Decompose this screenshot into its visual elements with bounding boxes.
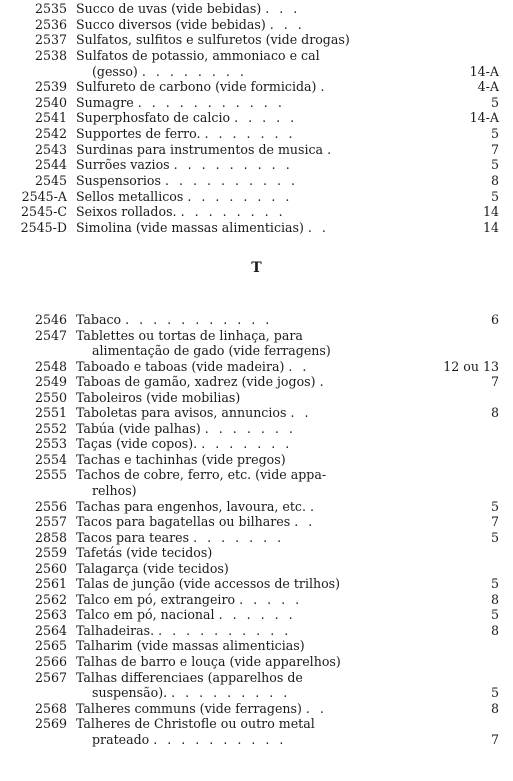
entry-row <box>0 312 513 328</box>
entry-description <box>76 421 416 437</box>
entry-row <box>0 467 513 483</box>
entry-text: Talhas differenciaes (apparelhos de <box>76 669 303 685</box>
entry-text: Talheres de Christofle ou outro metal <box>76 716 315 732</box>
entry-row <box>0 514 513 530</box>
entry-text: Talco em pó, extrangeiro <box>76 591 236 607</box>
leader-dots: . . <box>307 219 329 235</box>
entry-row <box>0 204 513 220</box>
entry-description <box>76 312 416 328</box>
entry-reference: 8 <box>490 622 499 638</box>
entry-text: alimentação de gado (vide ferragens) <box>92 343 331 359</box>
entry-text: Tabúa (vide palhas) <box>76 420 201 436</box>
entry-text: (gesso) <box>92 63 138 79</box>
entry-row <box>0 328 513 344</box>
entry-reference: 8 <box>490 173 499 189</box>
entry-row <box>0 390 513 406</box>
entry-row <box>0 343 513 359</box>
entry-reference: 5 <box>490 685 499 701</box>
entry-row <box>0 701 513 717</box>
entry-description <box>76 514 416 530</box>
entry-reference: 7 <box>490 514 499 530</box>
entry-row <box>0 405 513 421</box>
entry-row <box>0 126 513 142</box>
entry-number: 2560 <box>34 560 67 576</box>
entry-text: Taboado e taboas (vide madeira) <box>76 358 285 374</box>
entry-row <box>0 592 513 608</box>
entry-reference: 5 <box>490 529 499 545</box>
entry-reference: 8 <box>490 591 499 607</box>
entry-row <box>0 173 513 189</box>
entry-row <box>0 576 513 592</box>
entry-text: Talco em pó, nacional <box>76 607 215 623</box>
entry-row <box>0 436 513 452</box>
entry-number: 2556 <box>34 498 67 514</box>
entry-description <box>76 545 416 561</box>
entry-description <box>76 576 416 592</box>
entry-text: Talhas de barro e louça (vide apparelhos) <box>76 654 341 670</box>
leader-dots: . . <box>290 405 312 421</box>
entry-description <box>76 359 416 375</box>
entry-text: Sulfureto de carbono (vide formicida) <box>76 79 317 95</box>
entry-number: 2545-C <box>21 204 67 220</box>
entry-reference: 6 <box>490 312 499 327</box>
entry-number: 2858 <box>34 529 67 545</box>
entry-text: Seixos rollados. <box>76 204 177 220</box>
leader-dots: . . . <box>265 1 301 16</box>
entry-number: 2550 <box>34 389 67 405</box>
entry-number: 2551 <box>34 405 67 421</box>
entry-description <box>76 204 416 220</box>
entry-list-s <box>0 1 513 236</box>
entry-row <box>0 157 513 173</box>
leader-dots: . <box>327 141 335 157</box>
entry-reference: 14 <box>482 219 499 235</box>
entry-description <box>76 638 416 654</box>
entry-number: 2566 <box>34 654 67 670</box>
entry-reference: 8 <box>490 405 499 421</box>
entry-text: Sulfatos de potassio, ammoniaco e cal <box>76 47 320 63</box>
entry-number: 2549 <box>34 374 67 390</box>
entry-description <box>76 499 416 515</box>
entry-reference: 7 <box>490 374 499 390</box>
entry-text: Sellos metallicos <box>76 188 184 204</box>
entry-description <box>76 48 416 64</box>
entry-description <box>76 173 416 189</box>
entry-text: Suspensorios <box>76 173 161 189</box>
entry-text: suspensão). <box>92 685 168 701</box>
entry-reference: 5 <box>490 94 499 110</box>
entry-reference: 5 <box>490 126 499 142</box>
entry-reference: 8 <box>490 700 499 716</box>
leader-dots: . . . <box>269 16 305 32</box>
entry-row <box>0 421 513 437</box>
leader-dots: . . . . . . . <box>204 420 296 436</box>
entry-reference: 4-A <box>477 79 499 95</box>
leader-dots: . . . . . . . . <box>141 63 247 79</box>
leader-dots: . . . . . . . <box>204 126 296 142</box>
leader-dots: . . . . . . . . . . <box>164 173 299 189</box>
leader-dots: . . . . . <box>234 110 298 126</box>
leader-dots: . . . . . . . . . . <box>158 622 292 638</box>
entry-number: 2564 <box>34 622 67 638</box>
entry-text: Succo de uvas (vide bebidas) <box>76 1 262 16</box>
leader-dots: . . <box>305 700 327 716</box>
entry-description <box>76 607 416 623</box>
leader-dots: . <box>320 79 328 95</box>
leader-dots: . . . . . . . . . <box>173 157 293 173</box>
entry-number: 2546 <box>34 312 67 327</box>
entry-row <box>0 607 513 623</box>
entry-number: 2545-A <box>21 188 67 204</box>
entry-row <box>0 483 513 499</box>
entry-description <box>76 157 416 173</box>
entry-reference: 5 <box>490 188 499 204</box>
entry-text: Taças (vide copos). <box>76 436 198 452</box>
entry-text: Tafetás (vide tecidos) <box>76 545 213 561</box>
entry-row <box>0 530 513 546</box>
leader-dots: . <box>310 498 318 514</box>
entry-description <box>92 732 432 748</box>
entry-number: 2569 <box>34 716 67 732</box>
entry-description <box>76 716 416 732</box>
entry-description <box>76 374 416 390</box>
entry-text: Succo diversos (vide bebidas) <box>76 16 266 32</box>
entry-text: Talagarça (vide tecidos) <box>76 560 229 576</box>
entry-description <box>92 64 432 80</box>
entry-description <box>76 110 416 126</box>
entry-text: Taboletas para avisos, annuncios <box>76 405 287 421</box>
entry-number: 2545 <box>34 173 67 189</box>
entry-text: Tacos para bagatellas ou bilhares <box>76 514 291 530</box>
entry-row <box>0 189 513 205</box>
entry-text: Sulfatos, sulfitos e sulfuretos (vide drogas) <box>76 32 350 48</box>
entry-number: 2541 <box>34 110 67 126</box>
leader-dots: . . . . . . . <box>201 436 293 452</box>
entry-number: 2561 <box>34 576 67 592</box>
entry-text: Surdinas para instrumentos de musica <box>76 141 324 157</box>
entry-reference: 5 <box>490 607 499 623</box>
entry-row <box>0 79 513 95</box>
entry-description <box>92 343 432 359</box>
entry-description <box>76 220 416 236</box>
entry-description <box>76 390 416 406</box>
entry-text: Talharim (vide massas alimenticias) <box>76 638 305 654</box>
entry-text: Talas de junção (vide accessos de trilhos) <box>76 576 341 592</box>
leader-dots: . . <box>288 358 310 374</box>
entry-number: 2536 <box>34 16 67 32</box>
entry-row <box>0 48 513 64</box>
entry-reference: 5 <box>490 498 499 514</box>
entry-description <box>76 561 416 577</box>
entry-text: Tachos de cobre, ferro, etc. (vide appa- <box>76 467 327 483</box>
entry-row <box>0 64 513 80</box>
entry-reference: 7 <box>490 731 499 747</box>
entry-text: Taboleiros (vide mobilias) <box>76 389 241 405</box>
entry-description <box>76 701 416 717</box>
entry-text: prateado <box>92 731 150 747</box>
leader-dots: . . . . . . . . . . <box>153 731 287 747</box>
entry-row <box>0 654 513 670</box>
entry-description <box>76 436 416 452</box>
entry-description <box>76 405 416 421</box>
entry-text: Simolina (vide massas alimenticias) <box>76 219 304 235</box>
leader-dots: . . . . . . . . <box>187 188 293 204</box>
entry-text: Tachas e tachinhas (vide pregos) <box>76 451 286 467</box>
entry-list-t <box>0 312 513 747</box>
entry-row <box>0 685 513 701</box>
entry-reference: 14-A <box>469 110 499 126</box>
entry-description <box>76 189 416 205</box>
entry-text: Talheres communs (vide ferragens) <box>76 700 302 716</box>
entry-description <box>92 483 432 499</box>
entry-text: Tabaco <box>76 312 122 327</box>
entry-reference: 7 <box>490 141 499 157</box>
entry-number: 2563 <box>34 607 67 623</box>
leader-dots: . <box>319 374 327 390</box>
entry-description <box>76 670 416 686</box>
entry-row <box>0 359 513 375</box>
leader-dots: . . . . . . . . . <box>171 685 291 701</box>
entry-row <box>0 638 513 654</box>
entry-reference: 5 <box>490 157 499 173</box>
entry-number: 2537 <box>34 32 67 48</box>
entry-number: 2539 <box>34 79 67 95</box>
entry-description <box>92 685 432 701</box>
entry-description <box>76 592 416 608</box>
entry-reference: 12 ou 13 <box>443 358 499 374</box>
entry-description <box>76 126 416 142</box>
entry-number: 2547 <box>34 327 67 343</box>
entry-row <box>0 142 513 158</box>
entry-number: 2543 <box>34 141 67 157</box>
entry-description <box>76 623 416 639</box>
entry-row <box>0 499 513 515</box>
entry-description <box>76 452 416 468</box>
section-heading: T <box>251 260 262 276</box>
entry-reference: 5 <box>490 576 499 592</box>
entry-number: 2553 <box>34 436 67 452</box>
entry-description <box>76 142 416 158</box>
entry-description <box>76 328 416 344</box>
entry-row <box>0 545 513 561</box>
entry-number: 2565 <box>34 638 67 654</box>
entry-number: 2568 <box>34 700 67 716</box>
entry-number: 2542 <box>34 126 67 142</box>
leader-dots: . . <box>294 514 316 530</box>
entry-number: 2562 <box>34 591 67 607</box>
entry-text: Taboas de gamão, xadrez (vide jogos) <box>76 374 316 390</box>
entry-number: 2557 <box>34 514 67 530</box>
entry-number: 2552 <box>34 420 67 436</box>
entry-description <box>76 530 416 546</box>
entry-number: 2548 <box>34 358 67 374</box>
entry-row <box>0 732 513 748</box>
entry-row <box>0 374 513 390</box>
leader-dots: . . . . . . . . <box>180 204 286 220</box>
entry-row <box>0 1 513 17</box>
entry-row <box>0 32 513 48</box>
entry-number: 2554 <box>34 451 67 467</box>
entry-text: Supportes de ferro. <box>76 126 201 142</box>
entry-text: Sumagre <box>76 94 134 110</box>
entry-text: Tachas para engenhos, lavoura, etc. <box>76 498 306 514</box>
entry-number: 2567 <box>34 669 67 685</box>
entry-description <box>76 1 416 17</box>
entry-number: 2555 <box>34 467 67 483</box>
entry-number: 2559 <box>34 545 67 561</box>
entry-row <box>0 110 513 126</box>
entry-text: relhos) <box>92 483 137 499</box>
entry-row <box>0 670 513 686</box>
entry-reference: 14-A <box>469 63 499 79</box>
entry-row <box>0 623 513 639</box>
entry-description <box>76 654 416 670</box>
leader-dots: . . . . . <box>239 591 303 607</box>
entry-number: 2540 <box>34 94 67 110</box>
entry-number: 2535 <box>34 1 67 16</box>
entry-text: Surrões vazios <box>76 157 170 173</box>
leader-dots: . . . . . . . . . . . <box>137 94 285 110</box>
leader-dots: . . . . . . . . . . . <box>125 312 273 327</box>
entry-number: 2545-D <box>20 219 67 235</box>
entry-row <box>0 95 513 111</box>
entry-row <box>0 220 513 236</box>
entry-description <box>76 95 416 111</box>
entry-row <box>0 716 513 732</box>
leader-dots: . . . . . . <box>218 607 296 623</box>
entry-text: Tablettes ou tortas de linhaça, para <box>76 327 303 343</box>
entry-description <box>76 17 416 33</box>
entry-text: Talhadeiras. <box>76 622 155 638</box>
leader-dots: . . . . . . . <box>193 529 285 545</box>
entry-row <box>0 452 513 468</box>
entry-number: 2544 <box>34 157 67 173</box>
entry-text: Tacos para teares <box>76 529 190 545</box>
entry-number: 2538 <box>34 47 67 63</box>
entry-text: Superphosfato de calcio <box>76 110 231 126</box>
entry-row <box>0 17 513 33</box>
entry-reference: 14 <box>482 204 499 220</box>
entry-row <box>0 561 513 577</box>
entry-description <box>76 79 416 95</box>
entry-description <box>76 32 416 48</box>
entry-description <box>76 467 416 483</box>
